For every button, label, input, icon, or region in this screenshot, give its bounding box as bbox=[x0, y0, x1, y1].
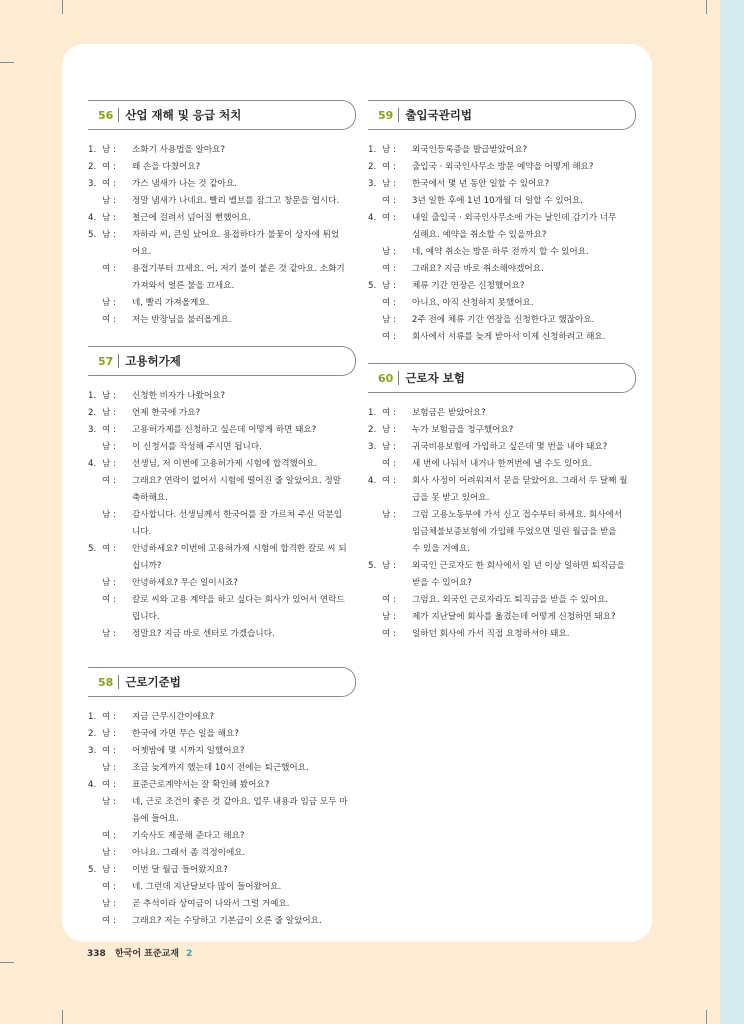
item-number: 2. bbox=[88, 729, 97, 739]
dialogue-text: 왜 손을 다쳤어요? bbox=[132, 162, 201, 172]
speaker: 남 : bbox=[382, 315, 396, 325]
dialogue-line bbox=[88, 794, 356, 811]
speaker: 여 : bbox=[102, 882, 116, 892]
dialogue-text: 고용허가제를 신청하고 싶은데 어떻게 하면 돼요? bbox=[132, 425, 317, 435]
item-number: 3. bbox=[368, 442, 377, 452]
speaker: 여 : bbox=[102, 746, 116, 756]
dialogue-line bbox=[368, 558, 636, 575]
crop-mark bbox=[62, 0, 63, 14]
dialogue-text: 십니까? bbox=[132, 561, 162, 571]
section-57 bbox=[88, 346, 356, 643]
dialogue-line bbox=[368, 507, 636, 524]
item-number bbox=[88, 193, 102, 210]
section-59 bbox=[368, 100, 636, 346]
dialogue-line bbox=[88, 507, 356, 524]
dialogue-text: 칼로 씨와 고용 계약을 하고 싶다는 회사가 있어서 연락드 bbox=[132, 595, 345, 605]
dialogue-text: 이번 달 월급 들어왔지요? bbox=[132, 865, 228, 875]
dialogue-text: 귀국비용보험에 가입하고 싶은데 몇 번을 내야 돼요? bbox=[412, 442, 608, 452]
item-number bbox=[368, 261, 382, 278]
item-number: 5. bbox=[368, 561, 377, 571]
dialogue-text: 소화기 사용법을 알아요? bbox=[132, 145, 226, 155]
speaker: 여 : bbox=[382, 629, 396, 639]
dialogue-text: 용접기부터 끄세요. 어, 저기 불이 붙은 것 같아요. 소화기 bbox=[132, 264, 345, 274]
speaker: 여 : bbox=[102, 780, 116, 790]
item-number bbox=[88, 626, 102, 643]
speaker: 남 : bbox=[102, 899, 116, 909]
dialogue-text: 네, 예약 취소는 방문 하루 전까지 할 수 있어요. bbox=[412, 247, 589, 257]
item-number bbox=[88, 261, 102, 278]
speaker: 여 : bbox=[102, 476, 116, 486]
item-number bbox=[88, 575, 102, 592]
section-header bbox=[88, 346, 356, 376]
dialogue-text: 2주 전에 체류 기간 연장을 신청한다고 했잖아요. bbox=[412, 315, 595, 325]
dialogue-line bbox=[88, 405, 356, 422]
speaker: 여 : bbox=[382, 332, 396, 342]
dialogue-continuation bbox=[368, 227, 636, 244]
speaker: 남 : bbox=[382, 561, 396, 571]
dialogue-text: 누가 보험금을 청구했어요? bbox=[412, 425, 514, 435]
speaker: 남 : bbox=[102, 865, 116, 875]
page-footer bbox=[87, 946, 192, 959]
dialogue-text: 제가 지난달에 회사를 옮겼는데 어떻게 신청하면 돼요? bbox=[412, 612, 616, 622]
item-number: 1. bbox=[368, 145, 377, 155]
dialogue-line bbox=[88, 388, 356, 405]
speaker: 남 : bbox=[102, 230, 116, 240]
item-number bbox=[88, 295, 102, 312]
dialogue-list bbox=[368, 142, 636, 346]
speaker: 남 : bbox=[102, 578, 116, 588]
item-number: 3. bbox=[88, 746, 97, 756]
speaker: 여 : bbox=[102, 595, 116, 605]
speaker: 남 : bbox=[102, 196, 116, 206]
dialogue-continuation bbox=[368, 575, 636, 592]
dialogue-text: 외국인 근로자도 한 회사에서 일 년 이상 일하면 퇴직금을 bbox=[412, 561, 625, 571]
section-number: 60 bbox=[378, 371, 394, 385]
dialogue-list bbox=[368, 405, 636, 643]
dialogue-text: 보험금은 받았어요? bbox=[412, 408, 486, 418]
item-number: 3. bbox=[368, 179, 377, 189]
dialogue-line bbox=[88, 913, 356, 930]
speaker: 여 : bbox=[102, 916, 116, 926]
section-divider bbox=[398, 371, 399, 385]
item-number: 4. bbox=[368, 476, 377, 486]
item-number: 1. bbox=[88, 145, 97, 155]
dialogue-line bbox=[88, 227, 356, 244]
speaker: 여 : bbox=[102, 712, 116, 722]
item-number bbox=[88, 913, 102, 930]
dialogue-text: 심해요. 예약을 취소할 수 있을까요? bbox=[412, 230, 547, 240]
speaker: 여 : bbox=[102, 831, 116, 841]
dialogue-line bbox=[368, 609, 636, 626]
dialogue-line bbox=[88, 709, 356, 726]
crop-mark bbox=[706, 0, 707, 14]
item-number bbox=[88, 507, 102, 524]
crop-mark bbox=[62, 1010, 63, 1024]
dialogue-continuation bbox=[88, 278, 356, 295]
dialogue-line bbox=[88, 210, 356, 227]
speaker: 여 : bbox=[382, 264, 396, 274]
dialogue-text: 일하던 회사에 가서 직접 요청하셔야 돼요. bbox=[412, 629, 570, 639]
dialogue-line bbox=[368, 142, 636, 159]
crop-mark bbox=[0, 62, 14, 63]
dialogue-text: 가스 냄새가 나는 것 같아요. bbox=[132, 179, 237, 189]
speaker: 남 : bbox=[102, 459, 116, 469]
dialogue-text: 표준근로계약서는 잘 확인해 봤어요? bbox=[132, 780, 270, 790]
dialogue-line bbox=[88, 743, 356, 760]
dialogue-line bbox=[88, 456, 356, 473]
dialogue-continuation bbox=[88, 490, 356, 507]
dialogue-text: 자하라 씨, 큰일 났어요. 용접하다가 불꽃이 상자에 튀었 bbox=[132, 230, 340, 240]
section-number: 58 bbox=[98, 675, 114, 689]
dialogue-text: 조금 늦게까지 했는데 10시 전에는 퇴근했어요. bbox=[132, 763, 309, 773]
item-number: 4. bbox=[88, 459, 97, 469]
item-number: 1. bbox=[88, 712, 97, 722]
dialogue-continuation bbox=[88, 609, 356, 626]
dialogue-line bbox=[368, 456, 636, 473]
item-number bbox=[368, 626, 382, 643]
speaker: 남 : bbox=[102, 145, 116, 155]
item-number: 4. bbox=[88, 213, 97, 223]
dialogue-text: 네, 근로 조건이 좋은 것 같아요. 업무 내용과 임금 모두 마 bbox=[132, 797, 348, 807]
dialogue-text: 그래요? 저는 수당하고 기본급이 오른 줄 알았어요. bbox=[132, 916, 322, 926]
item-number: 1. bbox=[88, 391, 97, 401]
dialogue-text: 수 있을 거예요. bbox=[412, 544, 471, 554]
speaker: 남 : bbox=[102, 442, 116, 452]
dialogue-text: 신청한 비자가 나왔어요? bbox=[132, 391, 226, 401]
item-number bbox=[88, 473, 102, 490]
speaker: 남 : bbox=[102, 510, 116, 520]
speaker: 여 : bbox=[102, 425, 116, 435]
dialogue-continuation bbox=[368, 490, 636, 507]
speaker: 남 : bbox=[382, 145, 396, 155]
speaker: 남 : bbox=[102, 391, 116, 401]
speaker: 여 : bbox=[382, 459, 396, 469]
dialogue-text: 네. 그런데 지난달보다 많이 들어왔어요. bbox=[132, 882, 282, 892]
speaker: 여 : bbox=[382, 196, 396, 206]
speaker: 여 : bbox=[382, 298, 396, 308]
item-number: 2. bbox=[88, 162, 97, 172]
dialogue-line bbox=[88, 312, 356, 329]
dialogue-line bbox=[88, 193, 356, 210]
dialogue-text: 임금체불보증보험에 가입해 두었으면 밀린 월급을 받을 bbox=[412, 527, 617, 537]
dialogue-text: 회사 사정이 어려워져서 문을 닫았어요. 그래서 두 달째 월 bbox=[412, 476, 628, 486]
crop-mark bbox=[706, 1010, 707, 1024]
dialogue-line bbox=[368, 159, 636, 176]
page-panel bbox=[62, 44, 652, 942]
dialogue-text: 지금 근무시간이에요? bbox=[132, 712, 215, 722]
speaker: 남 : bbox=[102, 298, 116, 308]
section-title: 산업 재해 및 응급 처치 bbox=[125, 108, 242, 122]
dialogue-text: 안녕하세요? 이번에 고용허가제 시험에 합격한 칼로 씨 되 bbox=[132, 544, 347, 554]
speaker: 여 : bbox=[102, 315, 116, 325]
dialogue-line bbox=[368, 422, 636, 439]
dialogue-line bbox=[368, 261, 636, 278]
speaker: 남 : bbox=[382, 281, 396, 291]
speaker: 남 : bbox=[382, 247, 396, 257]
speaker: 남 : bbox=[382, 179, 396, 189]
dialogue-text: 외국인등록증을 발급받았어요? bbox=[412, 145, 528, 155]
dialogue-text: 음에 들어요. bbox=[132, 814, 179, 824]
speaker: 남 : bbox=[382, 510, 396, 520]
dialogue-list bbox=[88, 388, 356, 643]
section-title: 고용허가제 bbox=[125, 354, 181, 368]
item-number bbox=[88, 794, 102, 811]
dialogue-line bbox=[88, 176, 356, 193]
dialogue-text: 아니요, 아직 신청하지 못했어요. bbox=[412, 298, 534, 308]
dialogue-text: 안녕하세요? 무슨 일이시죠? bbox=[132, 578, 238, 588]
item-number: 1. bbox=[368, 408, 377, 418]
section-divider bbox=[118, 354, 119, 368]
dialogue-line bbox=[88, 862, 356, 879]
item-number bbox=[88, 896, 102, 913]
dialogue-line bbox=[368, 278, 636, 295]
item-number bbox=[368, 244, 382, 261]
dialogue-text: 내일 출입국 · 외국인사무소에 가는 날인데 감기가 너무 bbox=[412, 213, 617, 223]
item-number bbox=[368, 507, 382, 524]
dialogue-text: 받을 수 있어요? bbox=[412, 578, 472, 588]
section-60 bbox=[368, 363, 636, 643]
dialogue-text: 세 번에 나눠서 내거나 한꺼번에 낼 수도 있어요. bbox=[412, 459, 592, 469]
dialogue-line bbox=[88, 845, 356, 862]
item-number bbox=[368, 609, 382, 626]
dialogue-line bbox=[368, 439, 636, 456]
dialogue-line bbox=[88, 760, 356, 777]
dialogue-line bbox=[368, 176, 636, 193]
section-title: 근로자 보험 bbox=[405, 371, 465, 385]
section-number: 57 bbox=[98, 354, 114, 368]
dialogue-text: 가져와서 얼른 불을 끄세요. bbox=[132, 281, 235, 291]
section-divider bbox=[118, 108, 119, 122]
crop-mark bbox=[0, 962, 14, 963]
dialogue-text: 급을 못 받고 있어요. bbox=[412, 493, 490, 503]
section-divider bbox=[118, 675, 119, 689]
dialogue-line bbox=[88, 541, 356, 558]
dialogue-line bbox=[88, 777, 356, 794]
dialogue-line bbox=[368, 473, 636, 490]
dialogue-line bbox=[88, 261, 356, 278]
dialogue-line bbox=[88, 626, 356, 643]
dialogue-text: 출입국 · 외국인사무소 방문 예약을 어떻게 해요? bbox=[412, 162, 594, 172]
dialogue-text: 곧 추석이라 상여금이 나와서 그럴 거예요. bbox=[132, 899, 290, 909]
speaker: 여 : bbox=[102, 179, 116, 189]
dialogue-text: 축하해요. bbox=[132, 493, 168, 503]
dialogue-text: 그래요? 연락이 없어서 시험에 떨어진 줄 알았어요. 정말 bbox=[132, 476, 342, 486]
speaker: 남 : bbox=[382, 442, 396, 452]
speaker: 여 : bbox=[382, 476, 396, 486]
item-number: 2. bbox=[88, 408, 97, 418]
item-number: 2. bbox=[368, 425, 377, 435]
dialogue-line bbox=[88, 142, 356, 159]
speaker: 여 : bbox=[382, 595, 396, 605]
item-number: 5. bbox=[368, 281, 377, 291]
dialogue-line bbox=[368, 193, 636, 210]
volume-number: 2 bbox=[186, 949, 193, 959]
section-58 bbox=[88, 667, 356, 930]
dialogue-line bbox=[368, 210, 636, 227]
dialogue-continuation bbox=[368, 524, 636, 541]
speaker: 남 : bbox=[102, 408, 116, 418]
dialogue-line bbox=[368, 312, 636, 329]
dialogue-line bbox=[88, 828, 356, 845]
dialogue-line bbox=[88, 896, 356, 913]
section-number: 56 bbox=[98, 108, 114, 122]
dialogue-line bbox=[368, 626, 636, 643]
speaker: 남 : bbox=[102, 729, 116, 739]
speaker: 여 : bbox=[102, 162, 116, 172]
speaker: 여 : bbox=[382, 213, 396, 223]
dialogue-line bbox=[368, 592, 636, 609]
section-header bbox=[368, 100, 636, 130]
item-number bbox=[368, 312, 382, 329]
dialogue-text: 이 신청서를 작성해 주시면 됩니다. bbox=[132, 442, 262, 452]
dialogue-text: 그래요? 지금 바로 취소해야겠어요. bbox=[412, 264, 544, 274]
dialogue-line bbox=[88, 879, 356, 896]
speaker: 남 : bbox=[382, 612, 396, 622]
item-number: 3. bbox=[88, 179, 97, 189]
dialogue-continuation bbox=[88, 558, 356, 575]
dialogue-text: 정말요? 지금 바로 센터로 가겠습니다. bbox=[132, 629, 275, 639]
book-title: 한국어 표준교재 bbox=[114, 949, 179, 959]
dialogue-line bbox=[88, 575, 356, 592]
section-title: 근로기준법 bbox=[125, 675, 181, 689]
speaker: 여 : bbox=[382, 408, 396, 418]
section-title: 출입국관리법 bbox=[405, 108, 472, 122]
section-header bbox=[88, 100, 356, 130]
dialogue-line bbox=[368, 244, 636, 261]
speaker: 남 : bbox=[102, 797, 116, 807]
section-number: 59 bbox=[378, 108, 394, 122]
item-number bbox=[88, 312, 102, 329]
speaker: 여 : bbox=[382, 162, 396, 172]
dialogue-continuation bbox=[88, 244, 356, 261]
dialogue-text: 그럼 고용노동부에 가서 신고 접수부터 하세요. 회사에서 bbox=[412, 510, 623, 520]
dialogue-line bbox=[368, 405, 636, 422]
dialogue-line bbox=[88, 295, 356, 312]
item-number bbox=[368, 295, 382, 312]
item-number bbox=[368, 193, 382, 210]
item-number bbox=[88, 760, 102, 777]
speaker: 여 : bbox=[102, 264, 116, 274]
dialogue-text: 어젯밤에 몇 시까지 일했어요? bbox=[132, 746, 245, 756]
item-number bbox=[88, 879, 102, 896]
item-number bbox=[368, 329, 382, 346]
item-number bbox=[368, 592, 382, 609]
item-number bbox=[368, 456, 382, 473]
item-number bbox=[88, 592, 102, 609]
dialogue-text: 어요. bbox=[132, 247, 152, 257]
speaker: 남 : bbox=[102, 848, 116, 858]
dialogue-text: 한국에서 몇 년 동안 일할 수 있어요? bbox=[412, 179, 550, 189]
section-divider bbox=[398, 108, 399, 122]
dialogue-line bbox=[88, 726, 356, 743]
right-bleed-strip bbox=[720, 0, 744, 1024]
dialogue-text: 3년 일한 후에 1년 10개월 더 일할 수 있어요. bbox=[412, 196, 583, 206]
dialogue-line bbox=[88, 592, 356, 609]
dialogue-text: 선생님, 저 이번에 고용허가제 시험에 합격했어요. bbox=[132, 459, 318, 469]
item-number: 3. bbox=[88, 425, 97, 435]
speaker: 남 : bbox=[102, 629, 116, 639]
dialogue-text: 한국에 가면 무슨 일을 해요? bbox=[132, 729, 239, 739]
dialogue-continuation bbox=[88, 524, 356, 541]
page-number: 338 bbox=[87, 949, 106, 959]
dialogue-text: 니다. bbox=[132, 527, 152, 537]
dialogue-text: 감사합니다. 선생님께서 한국어를 잘 가르쳐 주신 덕분입 bbox=[132, 510, 343, 520]
item-number: 5. bbox=[88, 230, 97, 240]
item-number bbox=[88, 439, 102, 456]
section-56 bbox=[88, 100, 356, 329]
dialogue-line bbox=[88, 159, 356, 176]
dialogue-line bbox=[368, 329, 636, 346]
section-header bbox=[368, 363, 636, 393]
dialogue-text: 그럼요. 외국인 근로자라도 퇴직금을 받을 수 있어요. bbox=[412, 595, 609, 605]
dialogue-text: 아니요. 그래서 좀 걱정이에요. bbox=[132, 848, 246, 858]
item-number: 2. bbox=[368, 162, 377, 172]
speaker: 여 : bbox=[102, 544, 116, 554]
dialogue-text: 철근에 걸려서 넘어질 뻔했어요. bbox=[132, 213, 251, 223]
dialogue-line bbox=[88, 422, 356, 439]
dialogue-text: 체류 기간 연장은 신청했어요? bbox=[412, 281, 525, 291]
dialogue-text: 저는 반장님을 불러올게요. bbox=[132, 315, 232, 325]
dialogue-text: 네, 빨리 가져올게요. bbox=[132, 298, 210, 308]
dialogue-text: 립니다. bbox=[132, 612, 160, 622]
dialogue-line bbox=[368, 295, 636, 312]
dialogue-continuation bbox=[368, 541, 636, 558]
item-number bbox=[88, 845, 102, 862]
speaker: 남 : bbox=[382, 425, 396, 435]
dialogue-text: 회사에서 서류를 늦게 받아서 이제 신청하려고 해요. bbox=[412, 332, 606, 342]
speaker: 남 : bbox=[102, 213, 116, 223]
item-number: 4. bbox=[88, 780, 97, 790]
item-number: 5. bbox=[88, 544, 97, 554]
item-number: 5. bbox=[88, 865, 97, 875]
item-number bbox=[88, 828, 102, 845]
dialogue-line bbox=[88, 439, 356, 456]
dialogue-text: 기숙사도 제공해 준다고 해요? bbox=[132, 831, 245, 841]
dialogue-line bbox=[88, 473, 356, 490]
dialogue-continuation bbox=[88, 811, 356, 828]
dialogue-list bbox=[88, 142, 356, 329]
dialogue-text: 언제 한국에 가요? bbox=[132, 408, 201, 418]
section-header bbox=[88, 667, 356, 697]
speaker: 남 : bbox=[102, 763, 116, 773]
dialogue-text: 정말 냄새가 나네요. 빨리 밸브를 잠그고 창문을 엽시다. bbox=[132, 196, 340, 206]
dialogue-list bbox=[88, 709, 356, 930]
item-number: 4. bbox=[368, 213, 377, 223]
